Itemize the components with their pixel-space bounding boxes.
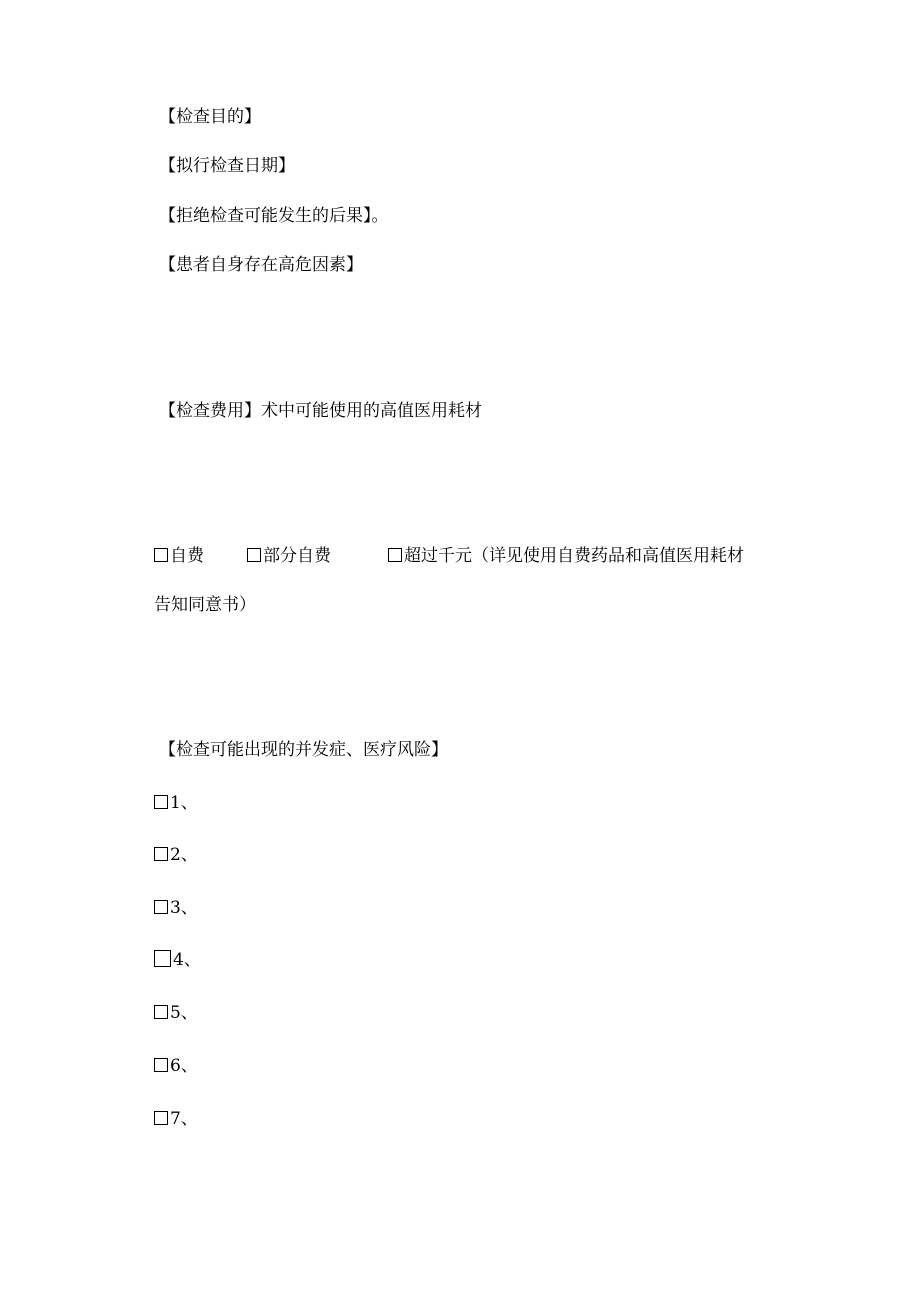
section-purpose: 【检查目的】	[159, 107, 261, 127]
risk-item[interactable]	[154, 844, 198, 866]
section-risk-factors: 【患者自身存在高危因素】	[159, 255, 363, 275]
checkbox-icon[interactable]	[247, 548, 261, 562]
fee-option-continuation: 告知同意书）	[154, 595, 256, 615]
risk-item-label: 4、	[173, 950, 201, 970]
fee-option-label: 自费	[170, 546, 204, 566]
risk-item[interactable]	[154, 1055, 198, 1077]
checkbox-icon[interactable]	[154, 1005, 168, 1019]
risk-item-label: 5、	[170, 1003, 198, 1023]
risk-item[interactable]	[154, 1108, 198, 1130]
risk-item-label: 2、	[170, 845, 198, 865]
section-complications: 【检查可能出现的并发症、医疗风险】	[159, 740, 448, 760]
section-refusal-consequence: 【拒绝检查可能发生的后果】。	[159, 206, 389, 226]
risk-item[interactable]	[154, 792, 198, 814]
fee-options-row	[0, 545, 920, 567]
checkbox-icon[interactable]	[154, 900, 168, 914]
fee-option-partial-self-pay[interactable]	[247, 545, 331, 567]
checkbox-icon[interactable]	[154, 548, 168, 562]
fee-option-over-thousand[interactable]	[388, 545, 744, 567]
fee-option-self-pay[interactable]	[154, 545, 204, 567]
checkbox-icon[interactable]	[154, 1058, 168, 1072]
checkbox-icon[interactable]	[154, 795, 168, 809]
risk-item[interactable]	[154, 949, 201, 971]
checkbox-icon[interactable]	[154, 847, 168, 861]
risk-item-label: 3、	[170, 898, 198, 918]
section-cost: 【检查费用】术中可能使用的高值医用耗材	[159, 401, 482, 421]
fee-option-label: 超过千元（详见使用自费药品和高值医用耗材	[404, 546, 744, 566]
checkbox-icon[interactable]	[154, 1111, 168, 1125]
fee-option-label: 部分自费	[263, 546, 331, 566]
risk-item-label: 1、	[170, 793, 198, 813]
risk-item[interactable]	[154, 897, 198, 919]
section-planned-date: 【拟行检查日期】	[159, 156, 295, 176]
risk-item[interactable]	[154, 1002, 198, 1024]
risk-item-label: 7、	[170, 1109, 198, 1129]
checkbox-icon[interactable]	[154, 950, 171, 967]
risk-item-label: 6、	[170, 1056, 198, 1076]
checkbox-icon[interactable]	[388, 548, 402, 562]
